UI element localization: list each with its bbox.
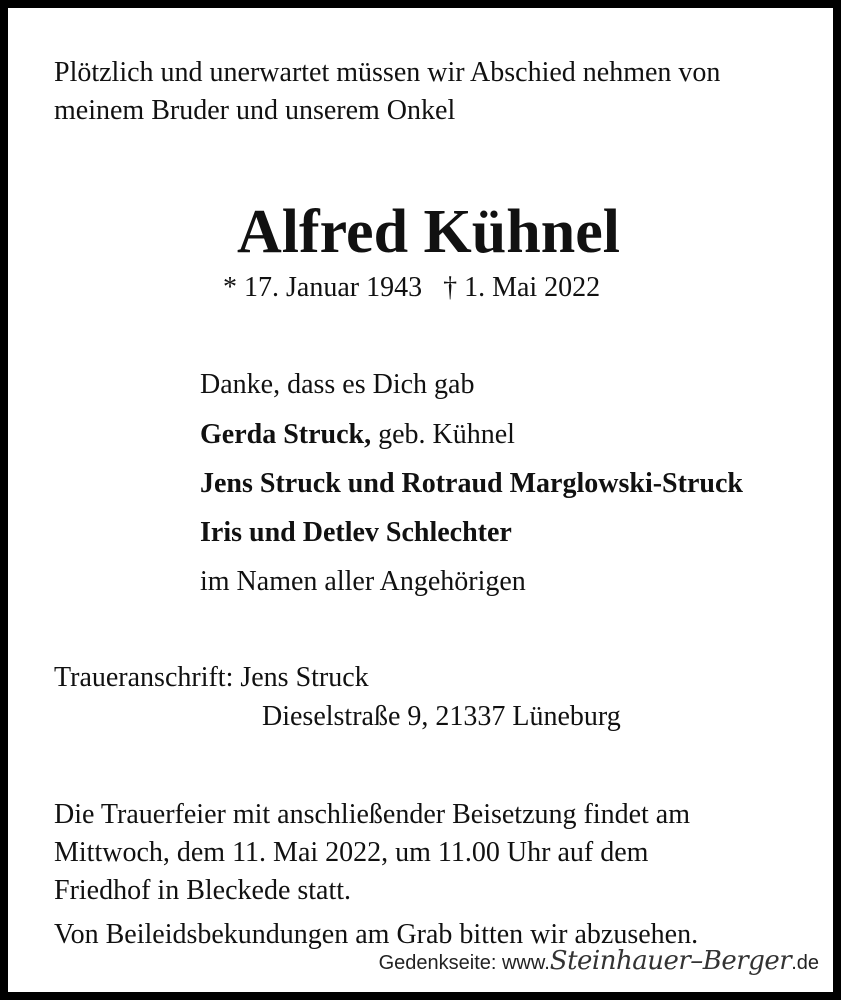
service-line-1: Die Trauerfeier mit anschließender Beisetzung findet am (54, 799, 691, 830)
service-line-2: Mittwoch, dem 11. Mai 2022, um 11.00 Uhr auf dem (54, 837, 649, 868)
life-dates: * 17. Januar 1943 † 1. Mai 2022 (223, 272, 601, 303)
intro-text (54, 54, 814, 130)
mourner-1 (200, 418, 515, 452)
footer-prefix: Gedenkseite: www. (378, 952, 550, 974)
intro-line-1: Plötzlich und unerwartet müssen wir Abschied nehmen von (54, 57, 721, 88)
closing-line: im Namen aller Angehörigen (200, 566, 526, 597)
service-text (54, 796, 814, 910)
condolence-request: Von Beileidsbekundungen am Grab bitten wir abzusehen. (54, 919, 699, 950)
address-label-line: Traueranschrift: Jens Struck (54, 662, 369, 693)
footer-suffix: .de (791, 952, 819, 974)
service-line-3: Friedhof in Bleckede statt. (54, 875, 352, 906)
mourner-1-maiden-name: geb. Kühnel (371, 419, 515, 450)
mourner-1-name: Gerda Struck, (200, 419, 372, 450)
thanks-line: Danke, dass es Dich gab (200, 369, 475, 400)
footer-brand: Steinhauer–Berger (549, 946, 792, 976)
mourner-3: Iris und Detlev Schlechter (200, 517, 512, 548)
address-street-line: Dieselstraße 9, 21337 Lüneburg (262, 701, 621, 732)
intro-line-2: meinem Bruder und unserem Onkel (54, 95, 456, 126)
memorial-page-link[interactable] (379, 946, 819, 976)
deceased-name: Alfred Kühnel (237, 198, 620, 266)
mourner-2: Jens Struck und Rotraud Marglowski-Struck (200, 468, 743, 499)
